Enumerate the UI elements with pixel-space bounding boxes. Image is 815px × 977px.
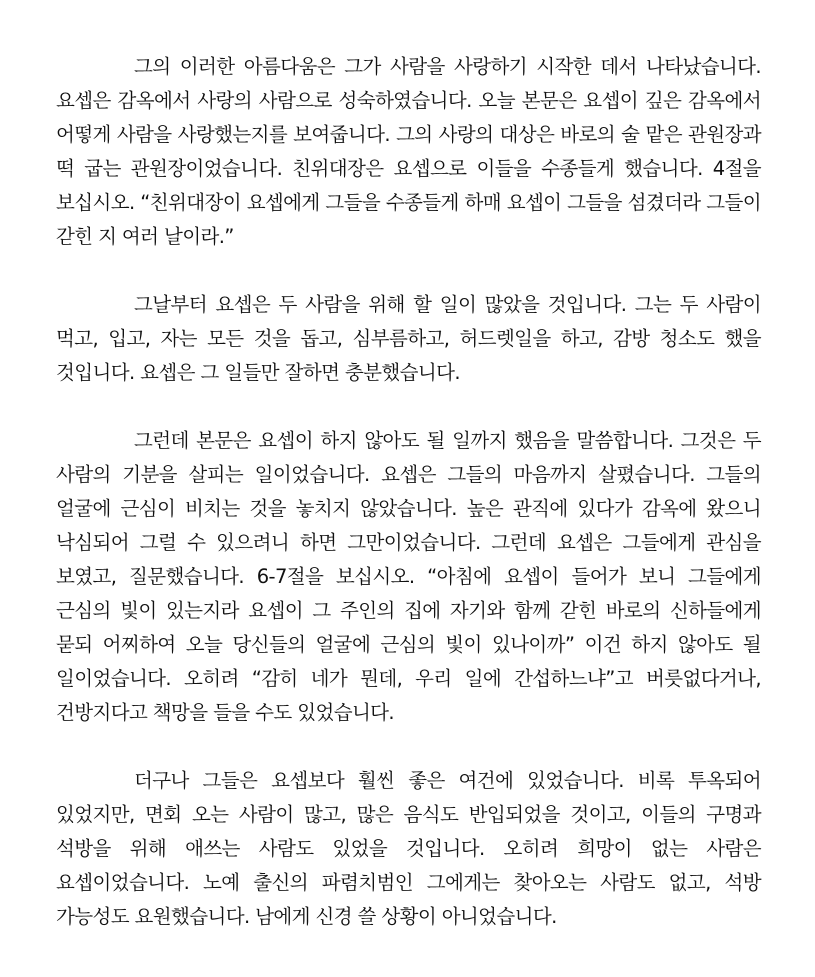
- paragraph: 그날부터 요셉은 두 사람을 위해 할 일이 많았을 것입니다. 그는 두 사람이 먹고, 입고, 자는 모든 것을 돕고, 심부름하고, 허드렛일을 하고, 감방 청소도 했을 것입니다. 요셉은 그 일들만 잘하면 충분했습니다.: [56, 293, 761, 384]
- paragraph: 그런데 본문은 요셉이 하지 않아도 될 일까지 했음을 말씀합니다. 그것은 두 사람의 기분을 살피는 일이었습니다. 요셉은 그들의 마음까지 살폈습니다. 그들의 얼굴에 근심이 비치는 것을 놓치지 않았습니다. 높은 관직에 있다가 감옥에 왔으니 낙심되어 그럴 수 있으려니 하면 그만이었습니다. 그런데 요셉은 그들에게 관심을 보였고, 질문했습니다. 6-7절을 보십시오. “아침에 요셉이 들어가 보니 그들에게 근심의 빛이 있는지라 요셉이 그 주인의 집에 자기와 함께 갇힌 바로의 신하들에게 묻되 어찌하여 오늘 당신들의 얼굴에 근심의 빛이 있나이까” 이건 하지 않아도 될 일이었습니다. 오히려 “감히 네가 뭔데, 우리 일에 간섭하느냐”고 버릇없다거나, 건방지다고 책망을 들을 수도 있었습니다.: [56, 429, 761, 724]
- paragraph: 그의 이러한 아름다움은 그가 사람을 사랑하기 시작한 데서 나타났습니다. 요셉은 감옥에서 사랑의 사람으로 성숙하였습니다. 오늘 본문은 요셉이 깊은 감옥에서 어떻게 사람을 사랑했는지를 보여줍니다. 그의 사랑의 대상은 바로의 술 맡은 관원장과 떡 굽는 관원장이었습니다. 친위대장은 요셉으로 이들을 수종들게 했습니다. 4절을 보십시오. “친위대장이 요셉에게 그들을 수종들게 하매 요셉이 그들을 섬겼더라 그들이 갇힌 지 여러 날이라.”: [56, 55, 761, 248]
- document-body: [56, 50, 761, 934]
- paragraph: 더구나 그들은 요셉보다 훨씬 좋은 여건에 있었습니다. 비록 투옥되어 있었지만, 면회 오는 사람이 많고, 많은 음식도 반입되었을 것이고, 이들의 구명과 석방을 위해 애쓰는 사람도 있었을 것입니다. 오히려 희망이 없는 사람은 요셉이었습니다. 노예 출신의 파렴치범인 그에게는 찾아오는 사람도 없고, 석방 가능성도 요원했습니다. 남에게 신경 쓸 상황이 아니었습니다.: [56, 769, 761, 928]
